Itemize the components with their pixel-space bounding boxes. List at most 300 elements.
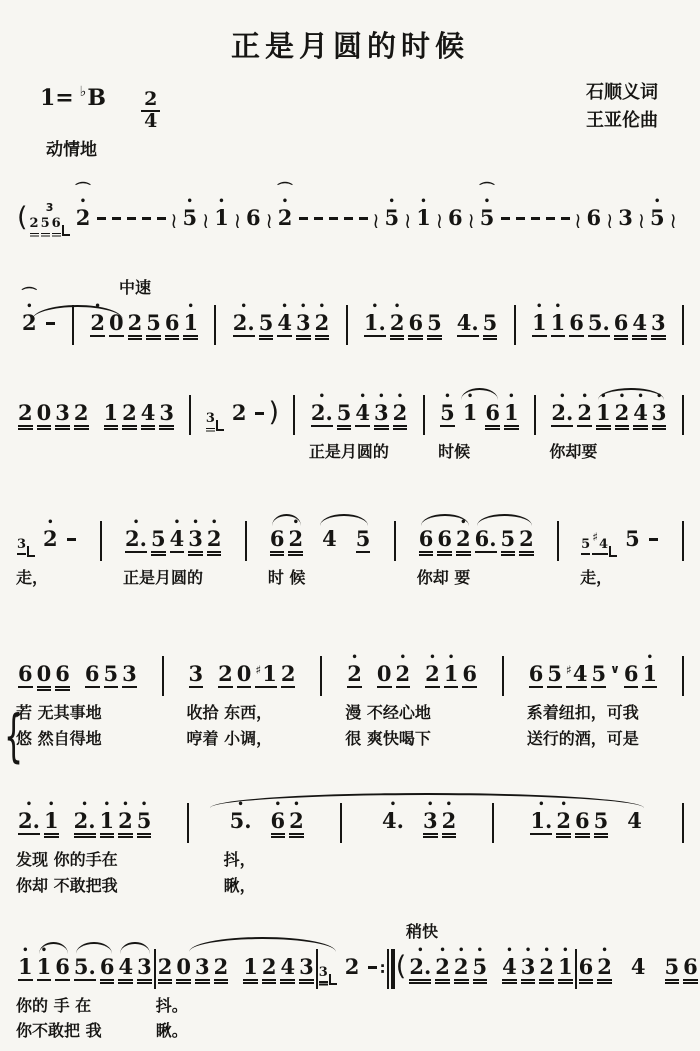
note: 6 — [461, 650, 478, 693]
octave-dot-icon: • — [655, 391, 663, 402]
measure — [16, 286, 58, 342]
note: 2. • — [124, 515, 148, 558]
duration-dash — [531, 217, 540, 220]
flat-icon: ♭ — [79, 84, 87, 100]
notes-row — [231, 299, 331, 342]
measure — [362, 299, 499, 342]
note: 1. • — [529, 797, 553, 840]
octave-dot-icon: • — [458, 944, 465, 956]
barline — [534, 395, 536, 435]
octave-dot-icon: • — [237, 799, 244, 811]
note: 5 — [664, 943, 681, 986]
time-signature — [141, 90, 160, 132]
note: 1 • — [595, 389, 612, 432]
octave-dot-icon: • — [210, 516, 218, 528]
lyric-line-1: 时候 — [438, 442, 471, 461]
octave-dot-icon: • — [562, 944, 569, 956]
note: 5 — [590, 650, 607, 693]
key-prefix: 1= — [40, 85, 74, 111]
note: 5. — [73, 943, 97, 986]
octave-dot-icon: • — [173, 516, 181, 528]
octave-dot-icon: • — [444, 391, 451, 402]
notes-row — [16, 389, 176, 432]
sharp-icon: ♯ — [592, 529, 599, 544]
note: 6 • — [270, 797, 287, 840]
octave-dot-icon: • — [420, 196, 427, 207]
measure — [187, 650, 298, 751]
wavy-line-icon: ≀ — [170, 208, 178, 234]
notes-row — [16, 181, 678, 237]
note: 2 — [29, 211, 40, 237]
note: ♯1 — [254, 650, 277, 693]
note: 5 — [355, 515, 372, 558]
note: 6 — [245, 205, 261, 230]
note: 2. • — [17, 797, 41, 840]
wavy-line-icon: ≀ — [265, 208, 273, 234]
measure — [580, 515, 661, 591]
octave-dot-icon: • — [427, 799, 434, 811]
octave-dot-icon: • — [132, 516, 140, 528]
barline — [293, 395, 295, 435]
lyric-line-1 — [205, 439, 280, 465]
octave-dot-icon: • — [388, 196, 395, 207]
measure — [318, 943, 381, 1044]
note: 2 — [121, 389, 138, 432]
note: 5 — [500, 515, 517, 558]
measure — [395, 943, 575, 1044]
measure — [231, 299, 331, 342]
note: 6. — [474, 515, 498, 558]
note: 4 — [322, 525, 337, 551]
note: 2 • — [538, 943, 555, 986]
slur-group — [417, 515, 473, 558]
lyric-line-2: 你不敢把 我 — [16, 1021, 102, 1041]
slur-group — [594, 389, 669, 432]
note: 5 • — [136, 797, 153, 840]
notes-row — [549, 389, 668, 432]
octave-dot-icon: • — [371, 301, 379, 312]
note: 2 — [231, 400, 247, 425]
fermata-icon: ⌒ — [75, 181, 91, 199]
duration-dash — [649, 538, 658, 541]
octave-dot-icon: • — [94, 301, 101, 312]
lyric-line-1: 系着纽扣，可我 — [526, 703, 639, 723]
measure — [376, 797, 458, 898]
notes-row — [123, 515, 223, 558]
octave-dot-icon: • — [300, 301, 307, 312]
note: 6 — [84, 650, 101, 693]
note: ♯4 — [565, 650, 588, 693]
octave-dot-icon: • — [483, 196, 491, 207]
fermata-icon: ⌒ — [277, 181, 293, 199]
note: 6 — [528, 650, 545, 693]
credit-composer: 王亚伦曲 — [586, 109, 658, 131]
note: 3 • — [520, 943, 537, 986]
barline — [682, 656, 684, 696]
note: 4 — [631, 299, 648, 342]
octave-dot-icon: • — [543, 944, 550, 956]
octave-dot-icon: • — [508, 391, 515, 402]
note: 5 — [40, 211, 51, 237]
note: 6 — [586, 205, 602, 230]
note: 3 — [194, 943, 211, 986]
octave-dot-icon: • — [524, 944, 532, 956]
octave-dot-icon: • — [560, 799, 567, 811]
note: 5 — [593, 797, 610, 840]
duration-dash — [255, 412, 264, 415]
note: 1 • — [462, 391, 478, 425]
octave-dot-icon: • — [396, 391, 404, 402]
duration-dash — [329, 217, 338, 220]
duration-dash — [344, 217, 353, 220]
lyric-line-2: 悠 然自得地 — [16, 728, 102, 748]
augmentation-dot: . — [423, 953, 432, 979]
wavy-line-icon: ≀ — [637, 208, 645, 234]
notes-row — [438, 389, 521, 432]
duration-dash — [97, 217, 106, 220]
note: 5. — [587, 299, 611, 342]
octave-dot-icon: • — [318, 301, 326, 312]
slur-group — [473, 515, 536, 558]
notes-row — [395, 943, 575, 986]
duration-dash — [314, 217, 323, 220]
note: 1 — [103, 389, 120, 432]
octave-dot-icon: • — [389, 799, 397, 811]
key-row — [40, 82, 700, 132]
measure — [527, 650, 659, 751]
wavy-line-icon: ≀ — [202, 208, 210, 234]
note: 4 — [140, 389, 157, 432]
grace-hook-icon — [609, 546, 617, 557]
barline-thin — [387, 949, 389, 989]
note: 2 • — [89, 299, 106, 342]
note: 2 — [280, 650, 297, 693]
lyric-line-1: 抖。 — [155, 995, 188, 1015]
grace-note-group — [16, 532, 36, 558]
lyric-line-1 — [577, 993, 700, 1019]
augmentation-dot: . — [139, 525, 147, 551]
notes-row — [16, 797, 153, 840]
measure — [16, 389, 176, 465]
augmentation-dot: . — [545, 808, 553, 834]
barline — [346, 305, 348, 345]
fermata-icon: ⌒ — [479, 181, 495, 199]
octave-dot-icon: • — [359, 391, 366, 402]
measure — [16, 943, 154, 1044]
octave-dot-icon: • — [192, 516, 199, 528]
note: 4 — [279, 943, 296, 986]
note: 2 • ⌒ — [277, 181, 293, 230]
note: 2 • — [455, 515, 472, 558]
note: 3 — [158, 389, 175, 432]
sharp-icon: ♯ — [566, 663, 572, 678]
barline — [423, 395, 425, 435]
music-system — [0, 515, 700, 591]
credits — [586, 79, 658, 135]
lyric-line-2 — [318, 1018, 381, 1044]
note: 2 — [344, 953, 360, 979]
note: 3 — [121, 650, 138, 693]
note: 4 — [630, 953, 646, 979]
octave-dot-icon: • — [559, 391, 566, 402]
duration-dash — [561, 217, 570, 220]
note: 6 — [623, 650, 640, 693]
note: 4 — [117, 943, 134, 986]
slur-group — [268, 515, 305, 558]
wavy-line-icon: ≀ — [404, 208, 412, 234]
octave-dot-icon: • — [654, 196, 661, 207]
note: 6 — [54, 650, 71, 693]
octave-dot-icon: • — [240, 301, 247, 312]
lyric-line-1: 你的 手 在 — [16, 995, 92, 1015]
note: 0 — [108, 299, 125, 342]
measure — [417, 515, 536, 591]
key-note: B — [87, 85, 106, 111]
note: 2 • ⌒ — [75, 181, 91, 230]
notes-row — [187, 650, 298, 693]
credit-lyricist: 石顺义词 — [586, 82, 658, 103]
note: 6 — [682, 943, 699, 986]
note: 1 • — [99, 797, 116, 840]
octave-dot-icon: • — [25, 799, 33, 811]
note: 1 • — [641, 650, 658, 693]
note: 2 — [213, 943, 230, 986]
repeat-dots: ∶ — [380, 959, 385, 978]
note: 6 — [568, 299, 585, 342]
music-system — [0, 797, 700, 898]
octave-dot-icon: • — [79, 196, 87, 207]
grace-note-group — [318, 960, 338, 986]
note: 6 — [574, 797, 591, 840]
note: 2 • — [453, 943, 470, 986]
note: 3 — [318, 960, 329, 986]
notes-row — [309, 389, 409, 432]
note: 1 • — [416, 196, 431, 230]
measure — [438, 389, 521, 465]
octave-dot-icon: • — [506, 944, 513, 956]
expression-marking: 动情地 — [46, 140, 97, 160]
octave-dot-icon: • — [601, 944, 608, 956]
note: 2 • — [288, 797, 305, 840]
lyric-line-2: 哼着 小调， — [186, 728, 273, 748]
note: 3 • — [295, 299, 312, 342]
repeat-barline — [380, 949, 394, 989]
note: 5 — [580, 532, 591, 558]
note: 6 — [17, 650, 34, 693]
note: 2 — [261, 943, 278, 986]
note: 3 • — [651, 389, 668, 432]
note: 4 • — [169, 515, 186, 558]
octave-dot-icon: • — [351, 652, 358, 664]
note: 2 • — [434, 943, 451, 986]
note: 5. • — [229, 799, 252, 834]
lyric-line-1 — [318, 993, 381, 1019]
song-title: 正是月圆的时候 — [230, 29, 469, 63]
note: 1 • — [182, 299, 199, 342]
octave-dot-icon: • — [399, 652, 407, 664]
octave-dot-icon: • — [378, 391, 385, 402]
note: 2. • — [73, 797, 97, 840]
measure — [123, 515, 223, 591]
note: 4. • — [382, 799, 404, 834]
note: 2 — [518, 515, 535, 558]
note: 5 — [426, 299, 443, 342]
note: 1 • — [531, 299, 548, 342]
duration-dash — [299, 217, 308, 220]
measure — [345, 650, 479, 751]
note: 6 — [484, 389, 501, 432]
note: 5 • — [384, 196, 400, 230]
notes-row — [205, 389, 280, 432]
note: 2 — [17, 389, 34, 432]
notes-row — [362, 299, 499, 342]
slur-group — [316, 515, 372, 558]
score — [0, 181, 700, 1044]
note: 2 • — [43, 516, 58, 551]
music-system — [0, 389, 700, 465]
lyric-line-2: 你却 不敢把我 — [16, 875, 118, 895]
barline — [340, 803, 342, 843]
note: 3 • — [187, 515, 204, 558]
notes-row — [268, 515, 373, 558]
music-system — [0, 181, 700, 237]
note: 0 — [376, 650, 393, 693]
note: 3 — [298, 943, 315, 986]
meter-numerator: 2 — [141, 90, 160, 112]
barline — [189, 395, 191, 435]
note: 5 — [482, 299, 499, 342]
measure — [528, 797, 647, 898]
lyric-line-2: 很 爽快喝下 — [345, 728, 431, 748]
barline — [682, 395, 684, 435]
duration-dash — [112, 217, 121, 220]
notes-row — [528, 797, 647, 840]
augmentation-dot: . — [88, 808, 96, 834]
note: 3 — [136, 943, 153, 986]
note: 5 — [258, 299, 275, 342]
octave-dot-icon: • — [26, 301, 33, 312]
wavy-line-icon: ≀ — [606, 208, 614, 234]
note: 6 — [436, 515, 453, 558]
note: 2 • — [395, 650, 412, 693]
notes-row — [345, 650, 479, 693]
note: 6 — [447, 205, 463, 230]
measure — [224, 797, 306, 898]
breath-mark-icon: ∨ — [610, 662, 620, 677]
note: 3 • — [373, 389, 390, 432]
barline — [682, 305, 684, 345]
octave-dot-icon: • — [417, 944, 424, 956]
notes-row — [527, 650, 659, 693]
lyric-brace-icon: { — [4, 704, 24, 771]
duration-dash — [516, 217, 525, 220]
note: 5 • ⌒ — [479, 181, 495, 230]
lyric-line-2 — [577, 1018, 700, 1044]
note: 0 — [36, 650, 53, 693]
lyric-line-1: 你却要 — [549, 442, 598, 461]
augmentation-dot: . — [489, 525, 497, 551]
lyric-line-1 — [395, 993, 575, 1019]
note: 1 • — [214, 196, 229, 230]
octave-dot-icon: • — [22, 944, 29, 956]
note: 2 • — [596, 943, 613, 986]
note: 1 • — [36, 943, 53, 986]
measure — [268, 515, 373, 591]
note: 2 — [73, 389, 90, 432]
octave-dot-icon: • — [600, 391, 607, 402]
octave-dot-icon: • — [186, 196, 193, 207]
measure — [88, 299, 200, 342]
octave-dot-icon: • — [47, 516, 54, 528]
slur-group — [457, 389, 502, 432]
barline — [682, 521, 684, 561]
note: 6 — [613, 299, 630, 342]
note: 2. • — [408, 943, 432, 986]
tempo-label: 稍快 — [406, 921, 439, 941]
note: 2 — [157, 943, 174, 986]
music-system — [0, 278, 700, 345]
augmentation-dot: . — [602, 310, 610, 335]
note: 5 • — [649, 196, 665, 230]
note: 5 — [336, 389, 353, 432]
lyric-line-1: 你却 要 — [416, 567, 471, 587]
note: 3 — [618, 205, 633, 230]
wavy-line-icon: ≀ — [233, 208, 241, 234]
slur-group — [72, 943, 117, 986]
note: 1 • — [443, 650, 460, 693]
augmentation-dot: . — [396, 808, 404, 834]
measure — [309, 389, 409, 465]
octave-dot-icon: • — [122, 799, 129, 811]
octave-dot-icon: • — [281, 301, 288, 312]
note: 5 • — [439, 389, 456, 432]
grace-note-group — [580, 529, 618, 558]
note: 2 • — [555, 797, 572, 840]
barline — [394, 521, 396, 561]
note: 6 — [578, 943, 595, 986]
octave-dot-icon: • — [460, 516, 467, 528]
note: 6 — [269, 515, 286, 558]
measure — [577, 943, 700, 1044]
notes-row — [580, 515, 661, 558]
barline — [320, 656, 322, 696]
note: 2 • — [576, 389, 593, 432]
barline — [100, 521, 102, 561]
octave-dot-icon: • — [581, 391, 588, 402]
augmentation-dot: . — [378, 310, 386, 335]
note: 6 — [418, 515, 435, 558]
note: 6 — [51, 211, 62, 237]
octave-dot-icon: • — [429, 652, 436, 664]
octave-dot-icon: • — [103, 799, 111, 811]
duration-dash — [142, 217, 151, 220]
barline — [187, 803, 189, 843]
key-signature — [40, 85, 106, 111]
note: 3 — [650, 299, 667, 342]
augmentation-dot: . — [325, 400, 333, 425]
note: 2 • — [346, 650, 363, 693]
lyric-line-1: 正是月圆的 — [123, 567, 204, 587]
note: 4 • — [632, 389, 649, 432]
music-system — [0, 650, 700, 771]
lyric-line-2: 瞅。 — [155, 1021, 188, 1041]
octave-dot-icon: • — [187, 301, 194, 312]
notes-row — [530, 299, 668, 342]
lyric-line-1: 发现 你的手在 — [16, 850, 118, 870]
octave-dot-icon: • — [476, 944, 484, 956]
note: 5 • — [472, 943, 489, 986]
note: 2 • ⌒ — [21, 286, 37, 335]
